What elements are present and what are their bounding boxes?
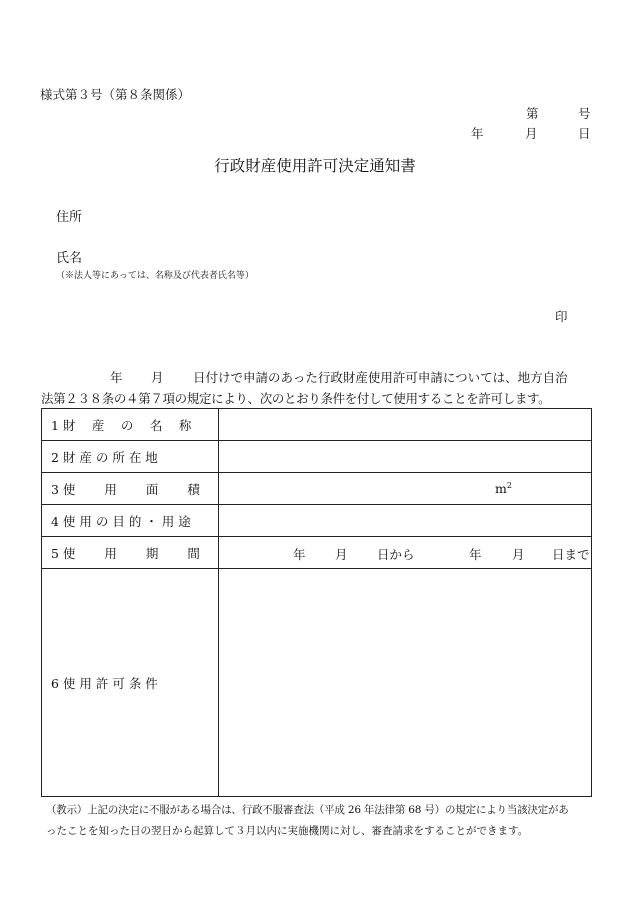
body-line1-text: 日付けで申請のあった行政財産使用許可申請については、地方自治 <box>193 370 568 385</box>
table-row <box>42 569 592 797</box>
property-location-value[interactable] <box>219 441 592 473</box>
name-label: 氏名 <box>56 251 83 266</box>
usage-area-label: 3 使 用 面 積 <box>42 473 219 505</box>
table-row <box>42 473 592 505</box>
property-name-label: 1 財 産 の 名 称 <box>42 409 219 441</box>
usage-area-value[interactable] <box>219 473 592 505</box>
body-line2: 法第２３８条の４第７項の規定により、次のとおり条件を付して使用することを許可します。 <box>41 391 551 406</box>
property-location-label: 2 財 産 の 所 在 地 <box>42 441 219 473</box>
usage-period-value[interactable] <box>219 537 592 569</box>
period-start-day: 日から <box>377 547 415 562</box>
body-month: 月 <box>151 370 164 385</box>
period-end-day: 日まで <box>552 547 590 562</box>
date-month: 月 <box>525 126 538 141</box>
permit-conditions-label: 6 使 用 許 可 条 件 <box>42 569 219 797</box>
area-unit: $m^2$ <box>495 481 512 497</box>
document-title: 行政財産使用許可決定通知書 <box>214 157 416 175</box>
appeal-note-line1: （教示）上記の決定に不服がある場合は、行政不服審査法（平成 26 年法律第 68 号）の規定により当該決定があ <box>46 804 569 816</box>
form-number: 様式第３号（第８条関係） <box>40 87 191 102</box>
table-row <box>42 537 592 569</box>
usage-purpose-label: 4 使 用 の 目 的 ・ 用 途 <box>42 505 219 537</box>
period-end-year: 年 <box>469 547 482 562</box>
property-name-value[interactable] <box>219 409 592 441</box>
table-row <box>42 441 592 473</box>
usage-period-label: 5 使 用 期 間 <box>42 537 219 569</box>
table-row <box>42 505 592 537</box>
period-start-year: 年 <box>293 547 306 562</box>
period-start-month: 月 <box>335 547 348 562</box>
body-year: 年 <box>110 370 123 385</box>
permit-table <box>41 408 592 797</box>
date-year: 年 <box>471 126 484 141</box>
number-go: 号 <box>578 106 591 121</box>
seal-mark: 印 <box>555 309 568 324</box>
appeal-note-line2: ったことを知った日の翌日から起算して３月以内に実施機関に対し、審査請求をすることができます。 <box>46 825 529 837</box>
number-dai: 第 <box>526 106 539 121</box>
address-label: 住所 <box>56 210 83 225</box>
period-end-month: 月 <box>512 547 525 562</box>
permit-conditions-value[interactable] <box>219 569 592 797</box>
table-row <box>42 409 592 441</box>
usage-purpose-value[interactable] <box>219 505 592 537</box>
name-note: （※法人等にあっては、名称及び代表者氏名等） <box>56 271 254 281</box>
date-day: 日 <box>578 126 591 141</box>
